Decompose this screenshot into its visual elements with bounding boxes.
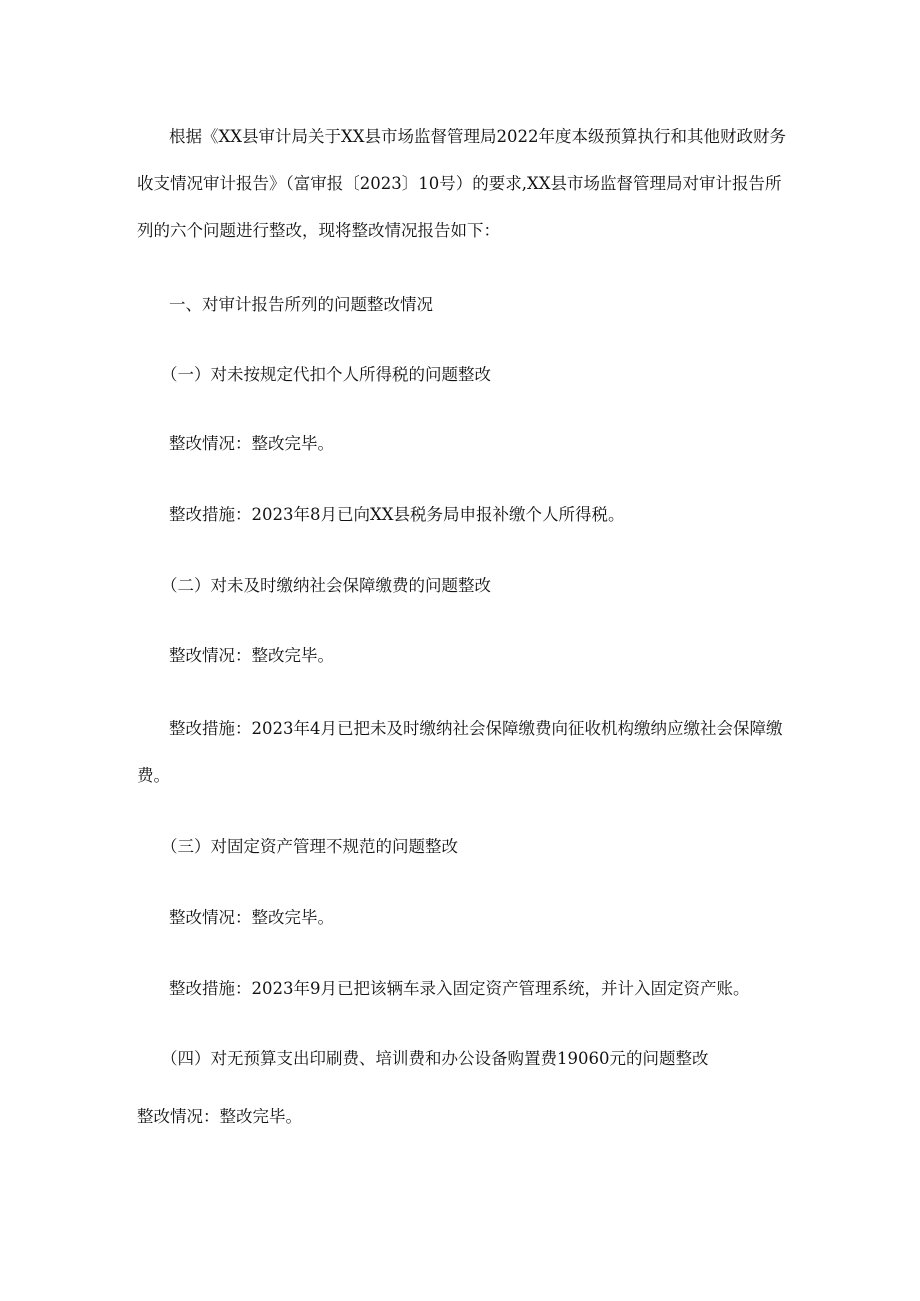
item-1-status: 整改情况：整改完毕。 <box>169 434 334 453</box>
section-heading: 一、对审计报告所列的问题整改情况 <box>169 295 433 314</box>
item-4-status: 整改情况：整改完毕。 <box>137 1107 302 1126</box>
item-3-heading: （三）对固定资产管理不规范的问题整改 <box>161 837 458 856</box>
intro-paragraph: 根据《XX县审计局关于XX县市场监督管理局2022年度本级预算执行和其他财政财务收支情况审计报告》（富审报〔2023〕10号）的要求,XX县市场监督管理局对审计报告所列的六个问题进行整改，现将整改情况报告如下： <box>137 127 786 240</box>
item-1-measure: 整改措施：2023年8月已向XX县税务局申报补缴个人所得税。 <box>169 505 625 524</box>
item-2-status: 整改情况：整改完毕。 <box>169 646 334 665</box>
item-1-heading: （一）对未按规定代扣个人所得税的问题整改 <box>161 365 491 384</box>
item-3-status: 整改情况：整改完毕。 <box>169 908 334 927</box>
item-4-heading: （四）对无预算支出印刷费、培训费和办公设备购置费19060元的问题整改 <box>161 1049 709 1068</box>
item-2-measure: 整改措施：2023年4月已把未及时缴纳社会保障缴费向征收机构缴纳应缴社会保障缴费。 <box>137 719 783 785</box>
item-3-measure: 整改措施：2023年9月已把该辆车录入固定资产管理系统，并计入固定资产账。 <box>169 979 750 998</box>
item-2-heading: （二）对未及时缴纳社会保障缴费的问题整改 <box>161 576 491 595</box>
